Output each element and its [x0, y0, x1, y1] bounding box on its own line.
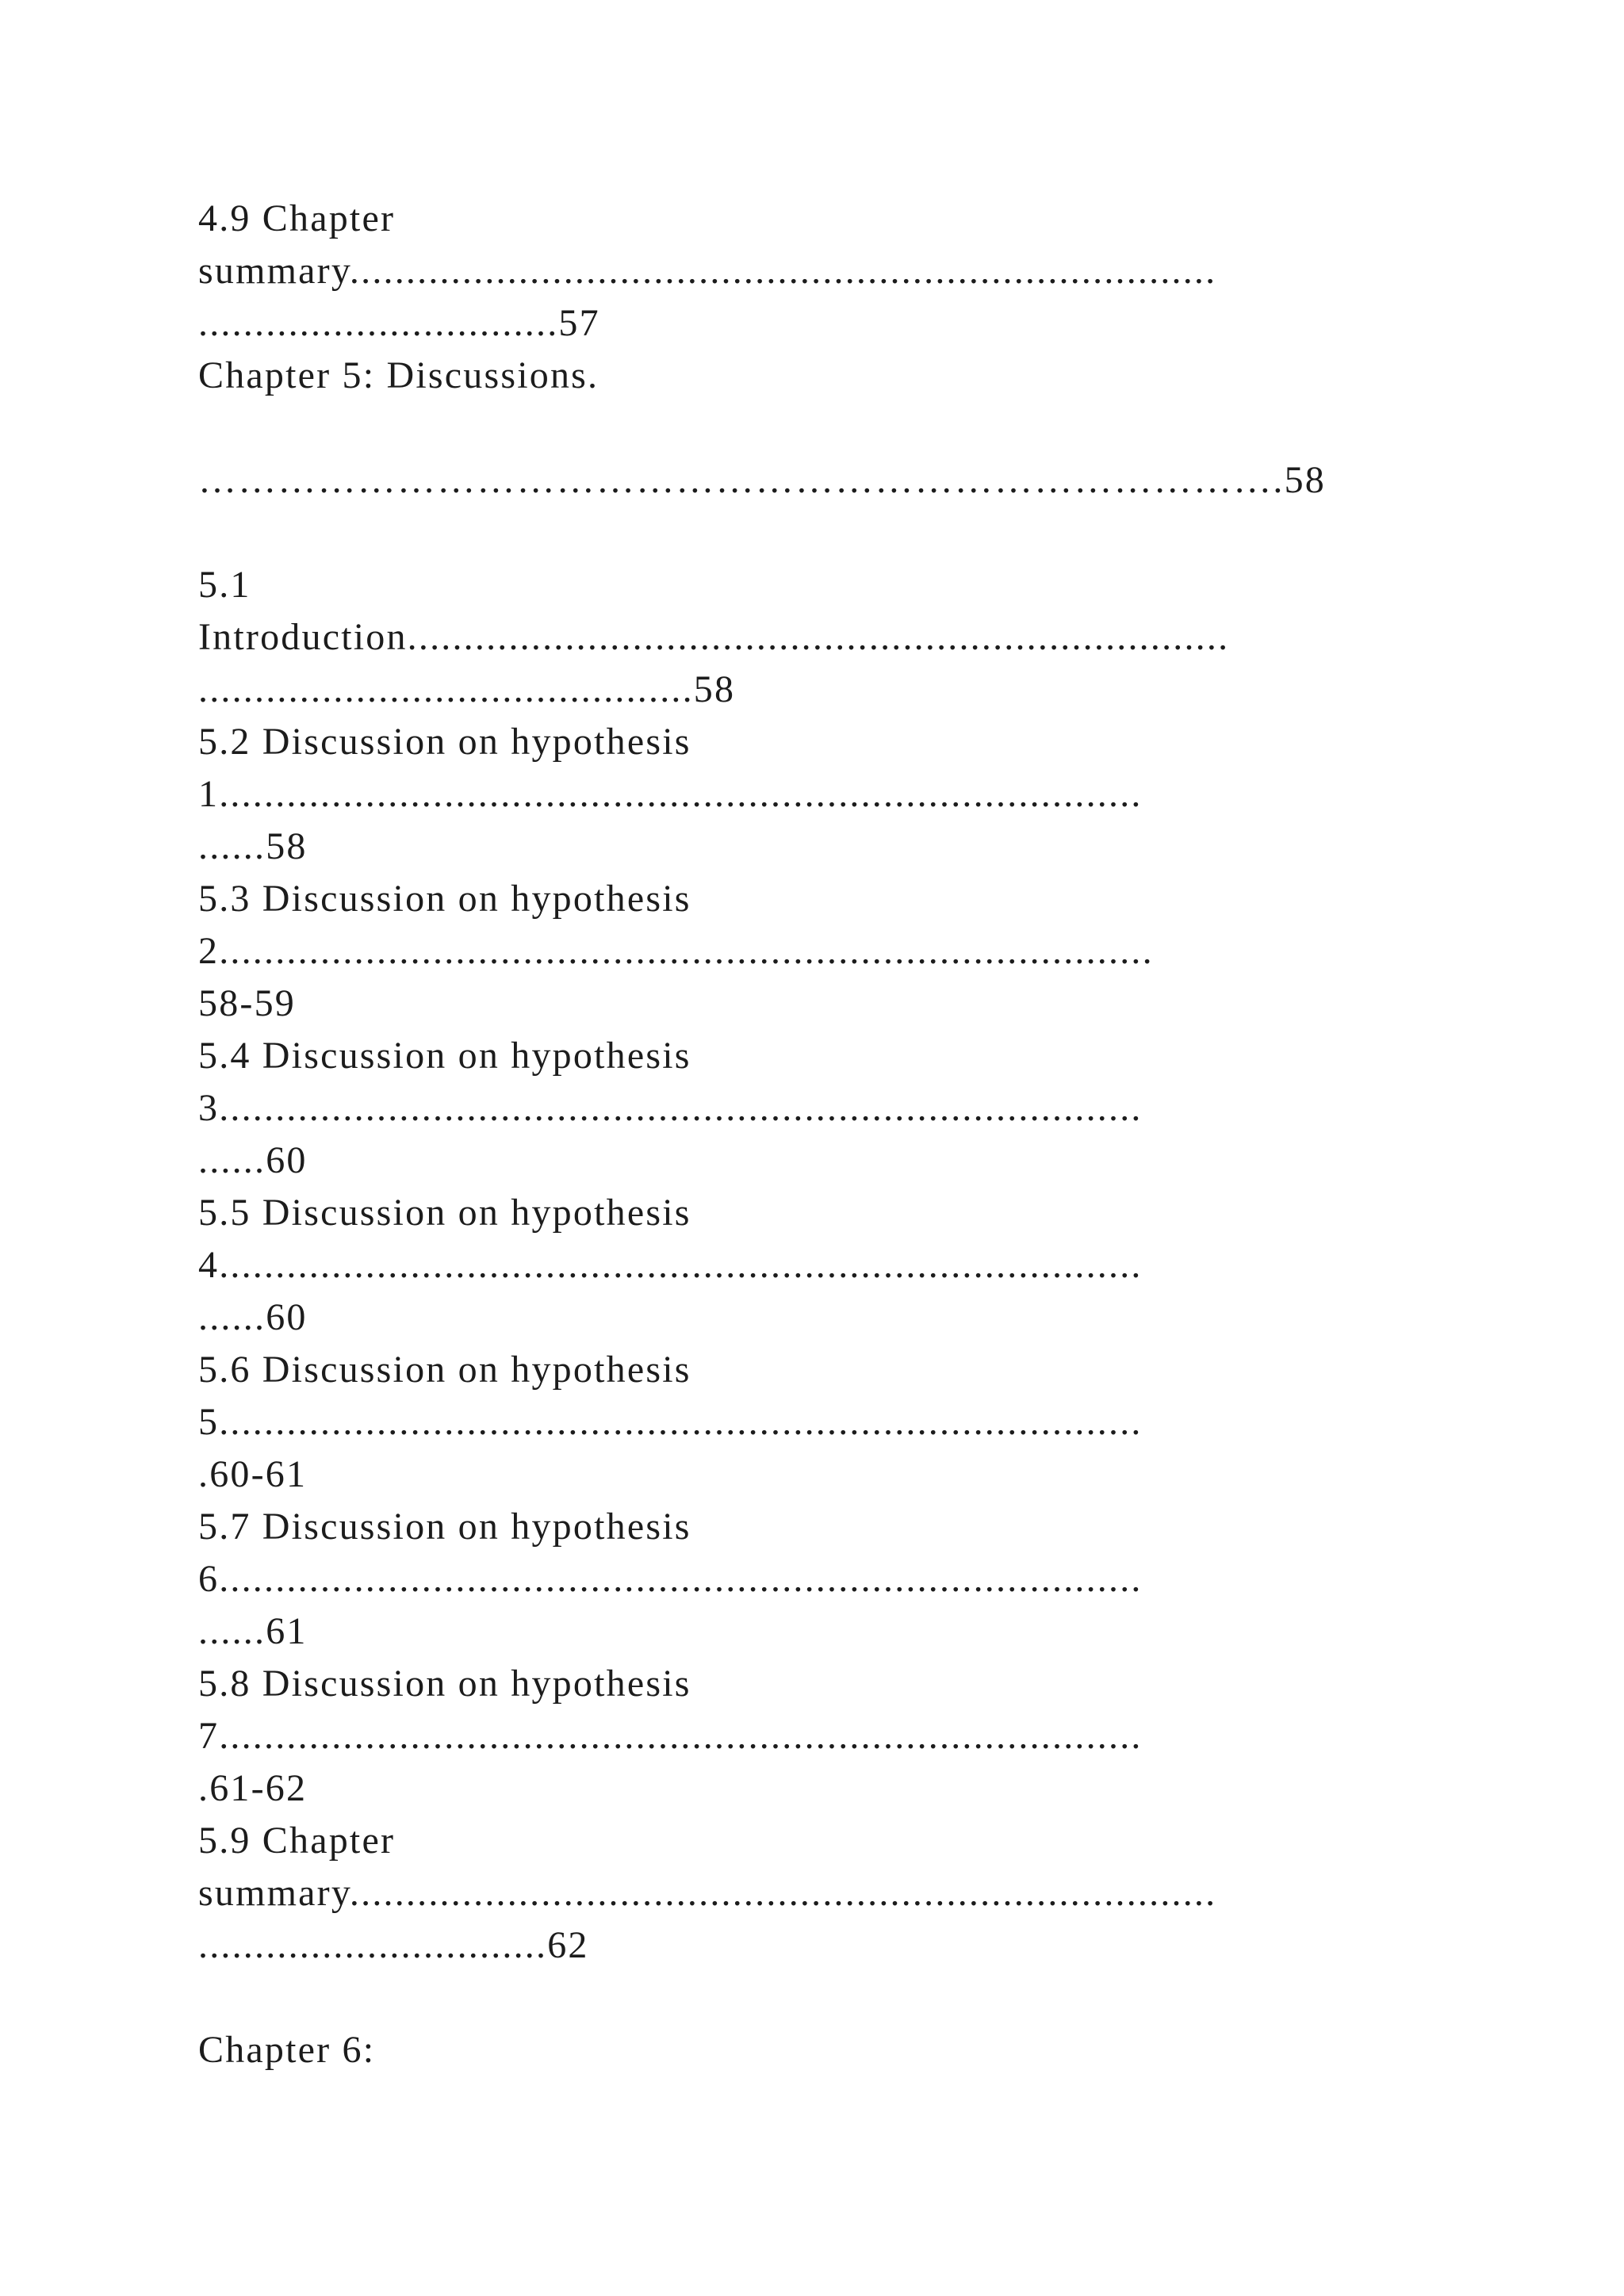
toc-line: ...............................62	[198, 1924, 589, 1966]
toc-line: ......61	[198, 1610, 308, 1652]
toc-line: 5.2 Discussion on hypothesis	[198, 721, 691, 763]
toc-line: 4..................................................................................	[198, 1244, 1143, 1286]
toc-line: summary.............................................................................	[198, 1872, 1217, 1914]
toc-line: ......60	[198, 1296, 308, 1338]
toc-line: 5.8 Discussion on hypothesis	[198, 1663, 691, 1705]
toc-line: ......58	[198, 825, 308, 867]
toc-line: 1..................................................................................	[198, 773, 1143, 815]
toc-line: 5..................................................................................	[198, 1401, 1143, 1443]
toc-line: 5.3 Discussion on hypothesis	[198, 878, 691, 920]
table-of-contents	[198, 193, 1467, 2076]
toc-line: summary.............................................................................	[198, 250, 1217, 292]
toc-line: 7..................................................................................	[198, 1715, 1143, 1757]
toc-line: 5.4 Discussion on hypothesis	[198, 1035, 691, 1077]
toc-line: 4.9 Chapter	[198, 197, 396, 239]
toc-line: 5.9 Chapter	[198, 1820, 396, 1862]
toc-line: .60-61	[198, 1453, 308, 1495]
toc-line: Introduction.........................................................................	[198, 616, 1230, 658]
blank-line	[198, 1972, 1467, 2024]
toc-line: 5.6 Discussion on hypothesis	[198, 1349, 691, 1391]
toc-line: 5.5 Discussion on hypothesis	[198, 1192, 691, 1234]
toc-line: ............................................58	[198, 668, 736, 710]
toc-line: 5.7 Discussion on hypothesis	[198, 1506, 691, 1548]
toc-line: ......60	[198, 1139, 308, 1181]
blank-line	[198, 507, 1467, 559]
toc-line: 5.1	[198, 564, 251, 606]
toc-line: ……………………………………………………………………….58	[198, 459, 1326, 501]
toc-line: ................................57	[198, 302, 600, 344]
toc-line: .61-62	[198, 1767, 308, 1809]
toc-line: 58-59	[198, 982, 296, 1024]
toc-line: Chapter 5: Discussions.	[198, 354, 599, 396]
toc-line: 2...................................................................................	[198, 930, 1154, 972]
toc-line: 6..................................................................................	[198, 1558, 1143, 1600]
blank-line	[198, 402, 1467, 454]
toc-line: Chapter 6:	[198, 2029, 376, 2071]
toc-line: 3..................................................................................	[198, 1087, 1143, 1129]
